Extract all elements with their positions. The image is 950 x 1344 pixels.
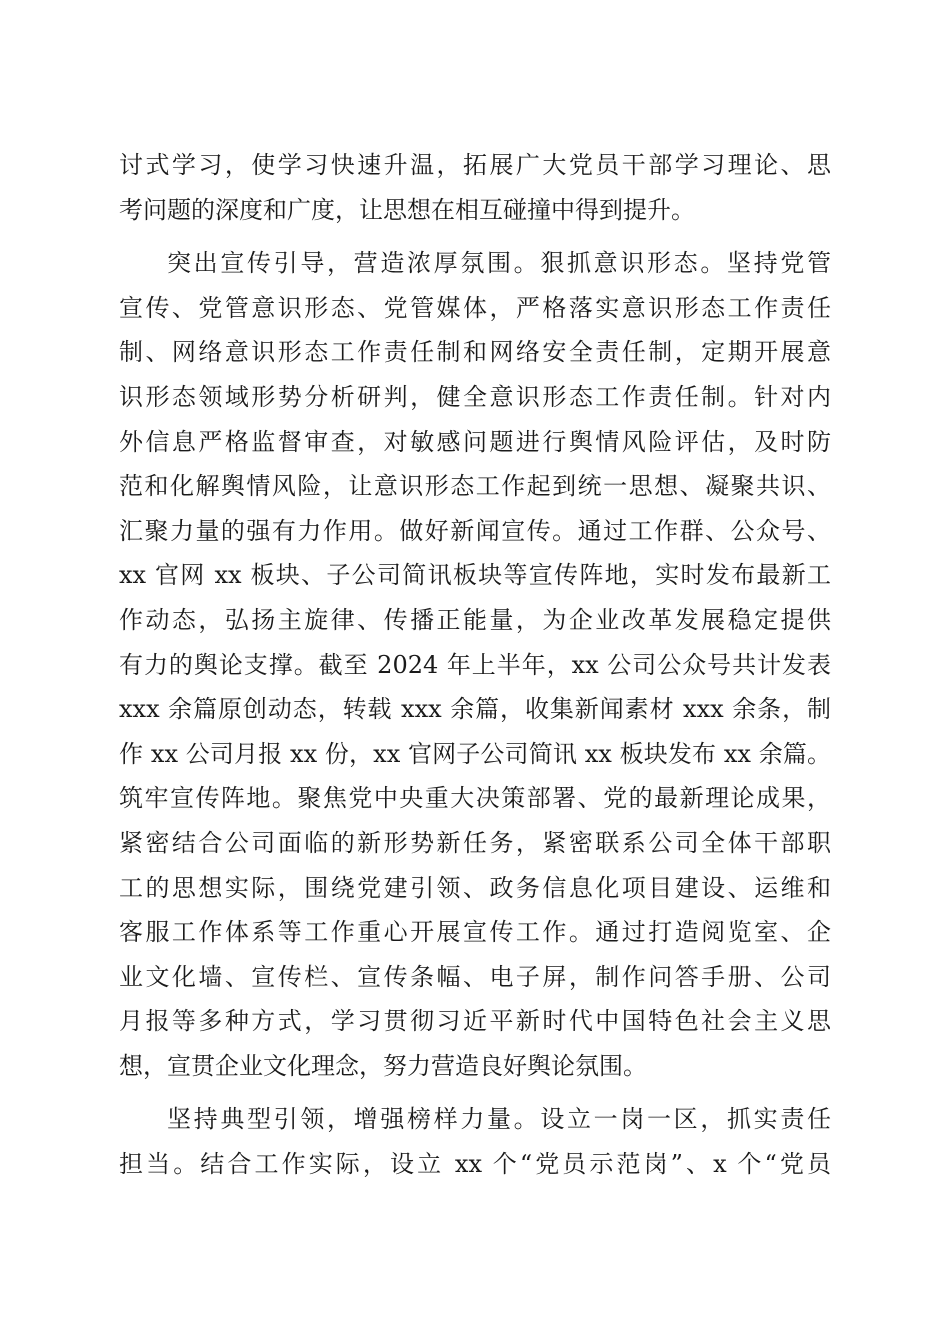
text-line: 范和化解舆情风险，让意识形态工作起到统一思想、凝聚共识、 xyxy=(119,472,831,501)
text-line: 外信息严格监督审查，对敏感问题进行舆情风险评估，及时防 xyxy=(119,427,831,456)
paragraph-start-line: 坚持典型引领，增强榜样力量。设立一岗一区，抓实责任 xyxy=(167,1105,831,1134)
text-line: 筑牢宣传阵地。聚焦党中央重大决策部署、党的最新理论成果， xyxy=(119,784,831,813)
text-line: 识形态领域形势分析研判，健全意识形态工作责任制。针对内 xyxy=(119,382,831,411)
text-line: 作 xx 公司月报 xx 份，xx 官网子公司简讯 xx 板块发布 xx 余篇。 xyxy=(119,739,831,768)
text-line: 紧密结合公司面临的新形势新任务，紧密联系公司全体干部职 xyxy=(119,828,831,857)
text-line: xx 官网 xx 板块、子公司简讯板块等宣传阵地，实时发布最新工 xyxy=(119,561,831,590)
text-line: 制、网络意识形态工作责任制和网络安全责任制，定期开展意 xyxy=(119,338,831,367)
text-line: 有力的舆论支撑。截至 2024 年上半年，xx 公司公众号共计发表 xyxy=(119,650,831,679)
text-line: 宣传、党管意识形态、党管媒体，严格落实意识形态工作责任 xyxy=(119,293,831,322)
text-line: xxx 余篇原创动态，转载 xxx 余篇，收集新闻素材 xxx 余条，制 xyxy=(119,695,831,724)
text-line: 月报等多种方式，学习贯彻习近平新时代中国特色社会主义思 xyxy=(119,1007,831,1036)
text-line: 讨式学习，使学习快速升温，拓展广大党员干部学习理论、思 xyxy=(119,151,831,179)
text-line: 汇聚力量的强有力作用。做好新闻宣传。通过工作群、公众号、 xyxy=(119,516,831,545)
document-body xyxy=(119,143,831,1187)
text-line: 想，宣贯企业文化理念，努力营造良好舆论氛围。 xyxy=(119,1051,647,1080)
text-line: 客服工作体系等工作重心开展宣传工作。通过打造阅览室、企 xyxy=(119,918,831,947)
text-line: 担当。结合工作实际，设立 xx 个“党员示范岗”、x 个“党员 xyxy=(119,1150,831,1179)
text-line: 作动态，弘扬主旋律、传播正能量，为企业改革发展稳定提供 xyxy=(119,605,831,634)
text-line: 考问题的深度和广度，让思想在相互碰撞中得到提升。 xyxy=(119,195,695,224)
paragraph-start-line: 突出宣传引导，营造浓厚氛围。狠抓意识形态。坚持党管 xyxy=(167,249,831,278)
text-line: 工的思想实际，围绕党建引领、政务信息化项目建设、运维和 xyxy=(119,873,831,902)
text-line: 业文化墙、宣传栏、宣传条幅、电子屏，制作问答手册、公司 xyxy=(119,962,831,991)
